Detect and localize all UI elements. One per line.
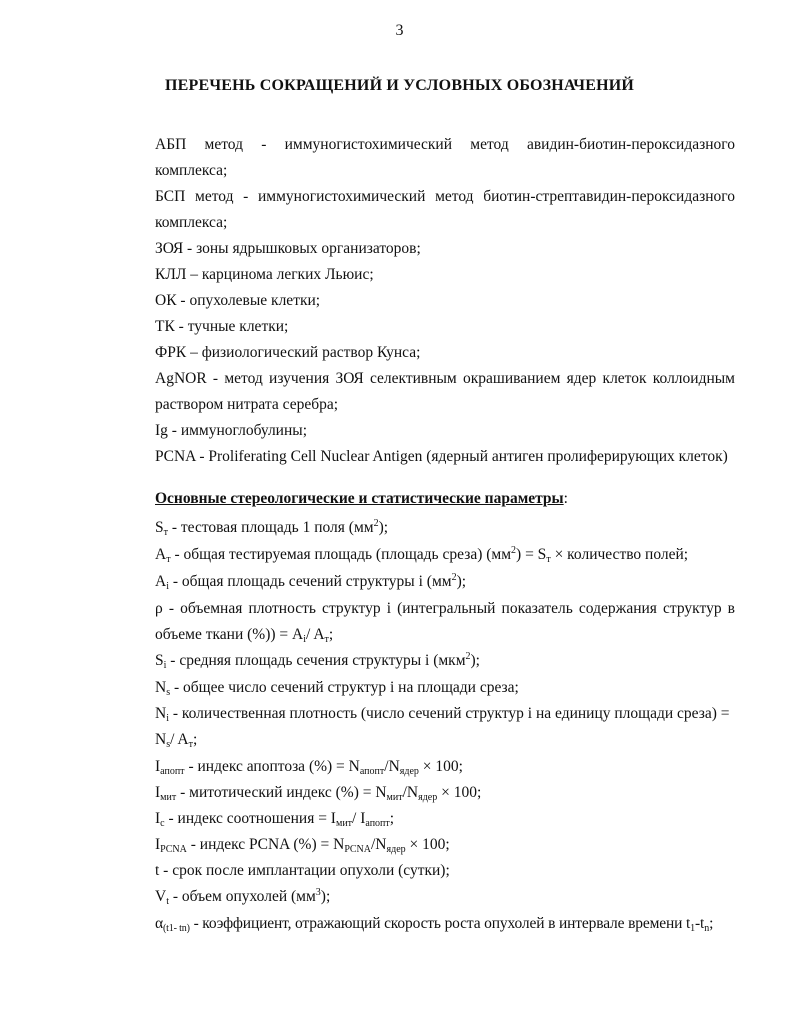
params-heading: Основные стереологические и статистические параметры — [155, 490, 564, 507]
abbr-ok: ОК - опухолевые клетки; — [155, 292, 321, 309]
abbr-pcna: PCNA - Proliferating Cell Nuclear Antigen (ядерный антиген пролиферирующих клеток) — [155, 448, 728, 465]
abbr-abp-line-1: АБП метод - иммуногистохимический метод авидин-биотин-пероксидазного — [155, 136, 735, 153]
abbr-ig: Ig - иммуноглобулины; — [155, 422, 307, 439]
abbr-zoya: ЗОЯ - зоны ядрышковых организаторов; — [155, 240, 421, 257]
abbr-agnor-line-2: раствором нитрата серебра; — [155, 396, 339, 413]
abbr-frk: ФРК – физиологический раствор Кунса; — [155, 344, 421, 361]
abbr-bsp-line-2: комплекса; — [155, 214, 228, 231]
param-st: $S_т$ - тестовая площадь 1 поля $(мм^2)$; — [155, 518, 389, 538]
abbr-tk: ТК - тучные клетки; — [155, 318, 289, 335]
param-alpha: $\alpha_{(t1- tn)}$ - коэффициент, отражающий скорость роста опухолей в интервале времени $t_1-t_n$; — [155, 915, 714, 934]
page-number: 3 — [395, 22, 404, 39]
param-at: $A_т$ - общая тестируемая площадь (площадь среза) $(мм^2) = S_т$ × количество полей; — [155, 545, 689, 565]
params-heading-colon: : — [563, 490, 568, 507]
param-rho-line-2: объеме ткани (%)) = $A_i/$ $A_т$; — [155, 626, 334, 645]
page-title: ПЕРЕЧЕНЬ СОКРАЩЕНИЙ И УСЛОВНЫХ ОБОЗНАЧЕНИЙ — [164, 77, 635, 94]
param-ni-line-2: $N_s/$ $A_т$; — [155, 731, 198, 750]
param-t: t - срок после имплантации опухоли (сутки); — [155, 862, 450, 879]
abbr-kll: КЛЛ – карцинома легких Льюис; — [155, 266, 374, 283]
param-imit: $I_{мит}$ - митотический индекс (%) = $N_{мит}/N_{ядер} \times 100$; — [155, 784, 482, 803]
param-ni-line-1: $N_i$ - количественная плотность (число сечений структур i на единицу площади среза) = — [155, 705, 730, 724]
params-heading-line — [155, 489, 735, 509]
abbr-abp-line-2: комплекса; — [155, 162, 228, 179]
param-ic: $I_c$ - индекс соотношения = $I_{мит}/$ $I_{апопт}$; — [155, 810, 395, 829]
param-rho-line-1: ρ - объемная плотность структур i (интегральный показатель содержания структур в — [155, 600, 735, 617]
param-iapopt: $I_{апопт}$ - индекс апоптоза (%) = $N_{апопт}/N_{ядер} \times 100$; — [155, 758, 463, 777]
param-vt: $V_t$ - объем опухолей $(мм^3)$; — [155, 887, 331, 907]
param-ai: $A_i$ - общая площадь сечений структуры i $(мм^2)$; — [155, 572, 467, 592]
param-ipcna: $I_{PCNA}$ - индекс PCNA (%) = $N_{PCNA}/N_{ядер} \times 100$; — [155, 836, 450, 855]
abbr-agnor-line-1: AgNOR - метод изучения ЗОЯ селективным окрашиванием ядер клеток коллоидным — [155, 370, 735, 387]
param-ns: $N_s$ - общее число сечений структур i на площади среза; — [155, 679, 519, 698]
param-si: $S_i$ - средняя площадь сечения структуры i (мкм$^2$); — [155, 651, 480, 671]
abbr-bsp-line-1: БСП метод - иммуногистохимический метод биотин-стрептавидин-пероксидазного — [155, 188, 735, 205]
